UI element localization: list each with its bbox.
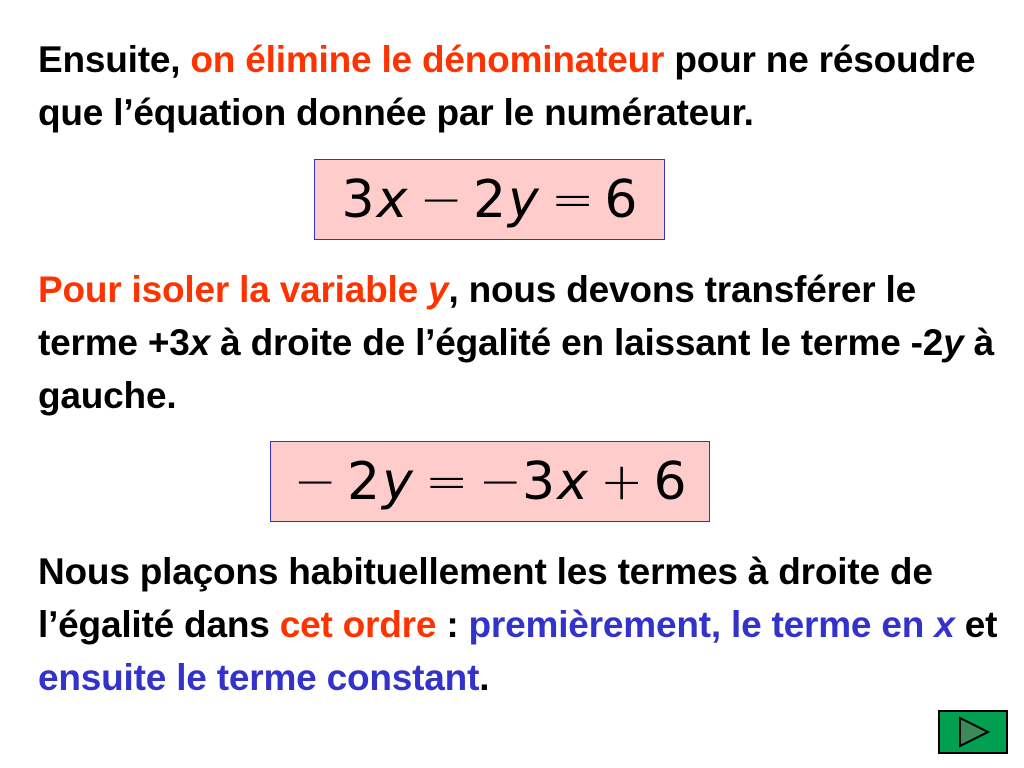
highlight-text: Pour isoler la variable — [38, 269, 429, 310]
constant: 6 — [653, 451, 687, 512]
text: Ensuite, — [38, 39, 191, 80]
operator: − — [293, 451, 337, 512]
variable: x — [376, 169, 408, 230]
paragraph-term-order — [38, 545, 998, 704]
variable-text: x — [934, 604, 955, 645]
text: à droite de l’égalité en laissant le terme -2 — [210, 322, 944, 363]
equation-box-1 — [314, 159, 665, 240]
operator: + — [599, 451, 644, 512]
coefficient: 3 — [522, 451, 556, 512]
text: . — [479, 657, 490, 698]
highlight-text: premièrement, le terme en — [468, 604, 935, 645]
paragraph-isolate-variable — [38, 263, 998, 422]
coefficient: 2 — [472, 169, 507, 230]
play-triangle-icon — [940, 712, 1006, 752]
highlight-text: on élimine le dénominateur — [190, 39, 665, 80]
highlight-text: cet ordre — [279, 604, 437, 645]
operator: − — [478, 451, 523, 512]
constant: 6 — [604, 169, 638, 230]
operator: − — [419, 169, 463, 230]
text: pour ne résoudre que l’équation donnée par le numérateur. — [38, 39, 976, 133]
variable: y — [382, 451, 413, 512]
paragraph-elimination — [38, 33, 998, 139]
coefficient: 2 — [347, 451, 381, 512]
text: Nous plaçons habituellement les termes à droite de l’égalité dans — [38, 551, 933, 645]
equation-box-2 — [270, 441, 710, 522]
highlight-text: ensuite le terme constant — [38, 657, 480, 698]
text: à gauche. — [38, 322, 995, 416]
variable: x — [557, 451, 588, 512]
variable-text: y — [428, 269, 449, 310]
variable-text: y — [943, 322, 964, 363]
text: et — [954, 604, 998, 645]
text: , nous devons transférer le terme +3 — [38, 269, 916, 363]
variable: y — [508, 169, 539, 230]
text: : — [436, 604, 469, 645]
coefficient: 3 — [341, 169, 375, 230]
variable-text: x — [189, 322, 211, 363]
next-slide-button[interactable] — [938, 710, 1008, 754]
operator: = — [550, 169, 595, 230]
operator: = — [424, 451, 469, 512]
